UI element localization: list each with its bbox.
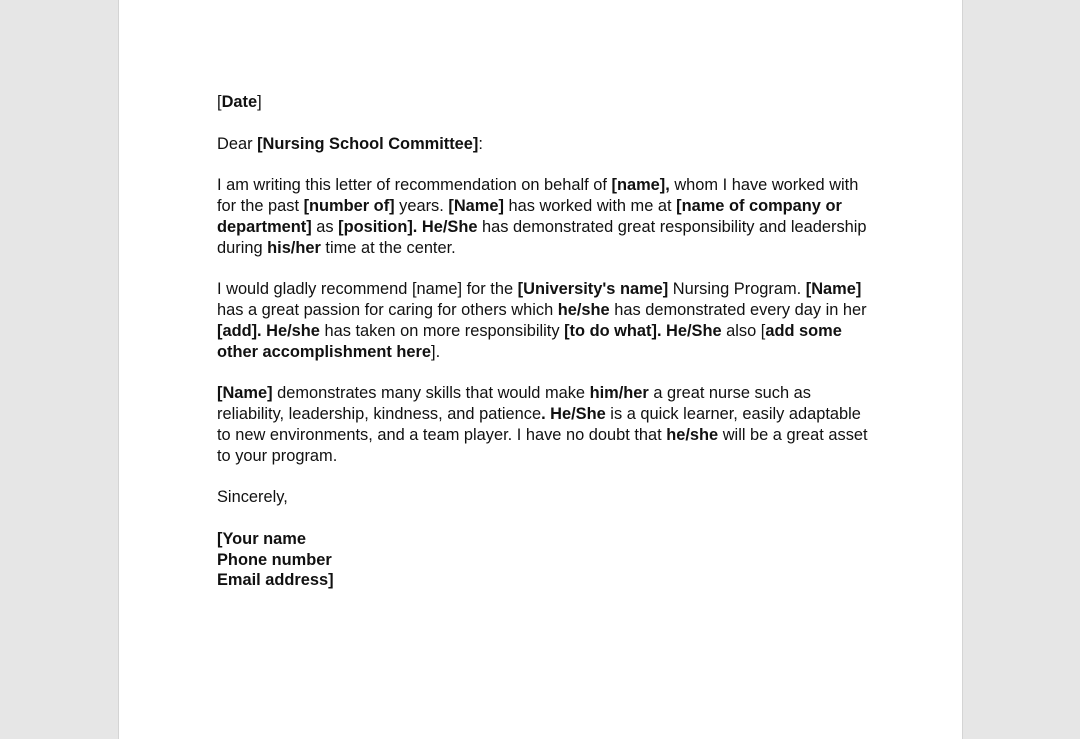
bold-placeholder-text: him/her — [589, 384, 649, 403]
body-paragraph — [217, 279, 877, 362]
bold-placeholder-text: [Name] — [805, 280, 862, 299]
paragraph-text: has demonstrated every day in her — [609, 300, 867, 319]
bold-placeholder-text: he/she — [666, 425, 719, 444]
paragraph-text: has a great passion for caring for others which — [217, 300, 558, 319]
signature-phone: Phone number — [217, 550, 332, 569]
document-page — [118, 0, 963, 739]
date-placeholder: Date — [221, 93, 258, 111]
paragraph-text: I am writing this letter of recommendation on behalf of — [217, 176, 612, 195]
signature-name: [Your name — [217, 529, 306, 548]
bold-placeholder-text: . He/She — [541, 404, 606, 423]
bold-placeholder-text: [add]. He/she — [217, 321, 320, 340]
signature-email: Email address] — [217, 571, 334, 590]
salutation — [217, 134, 877, 155]
paragraph-text: also [ — [721, 321, 766, 340]
salutation-suffix: : — [478, 134, 483, 153]
bold-placeholder-text: [to do what]. He/She — [564, 321, 722, 340]
salutation-prefix: Dear — [217, 134, 258, 153]
bold-placeholder-text: add some other accomplishment here — [217, 321, 842, 361]
body-paragraph — [217, 383, 877, 466]
letter-body — [217, 92, 877, 591]
body-paragraph — [217, 175, 877, 258]
paragraph-text: has worked with me at — [503, 196, 677, 215]
paragraph-text: Nursing Program. — [668, 280, 806, 299]
paragraph-text: a great nurse such as reliability, leadership, kindness, and patience — [217, 384, 811, 423]
paragraph-text: ]. — [431, 342, 441, 361]
signature-block — [217, 529, 877, 591]
bold-placeholder-text: [University's name] — [517, 280, 669, 299]
date-line — [217, 92, 877, 113]
paragraph-text: whom I have worked with for the past — [217, 176, 859, 215]
bold-placeholder-text: [Name] — [448, 196, 504, 215]
salutation-recipient: [Nursing School Committee] — [257, 134, 479, 153]
bold-placeholder-text: he/she — [557, 300, 610, 319]
paragraph-text: demonstrates many skills that would make — [272, 384, 590, 403]
bold-placeholder-text: [number of] — [303, 196, 395, 215]
bold-placeholder-text: [position]. He/She — [338, 217, 478, 236]
paragraph-text: has demonstrated great responsibility and leadership during — [217, 217, 867, 257]
paragraph-text: I would gladly recommend [name] for the — [217, 280, 518, 299]
bold-placeholder-text: [Name] — [217, 384, 273, 403]
letter-paragraphs — [217, 175, 877, 466]
paragraph-text: years. — [394, 196, 449, 215]
bold-placeholder-text: [name], — [611, 176, 670, 195]
bold-placeholder-text: his/her — [267, 238, 321, 257]
paragraph-text: time at the center. — [320, 238, 456, 257]
paragraph-text: will be a great asset to your program. — [217, 425, 868, 465]
bold-placeholder-text: [name of company or department] — [217, 196, 842, 236]
date-bracket-close: ] — [257, 93, 262, 111]
paragraph-text: is a quick learner, easily adaptable to new environments, and a team player. I have no doubt that — [217, 404, 861, 444]
paragraph-text: as — [311, 217, 339, 236]
paragraph-text: has taken on more responsibility — [319, 321, 565, 340]
date-bracket-open: [ — [217, 93, 222, 111]
closing: Sincerely, — [217, 488, 288, 507]
